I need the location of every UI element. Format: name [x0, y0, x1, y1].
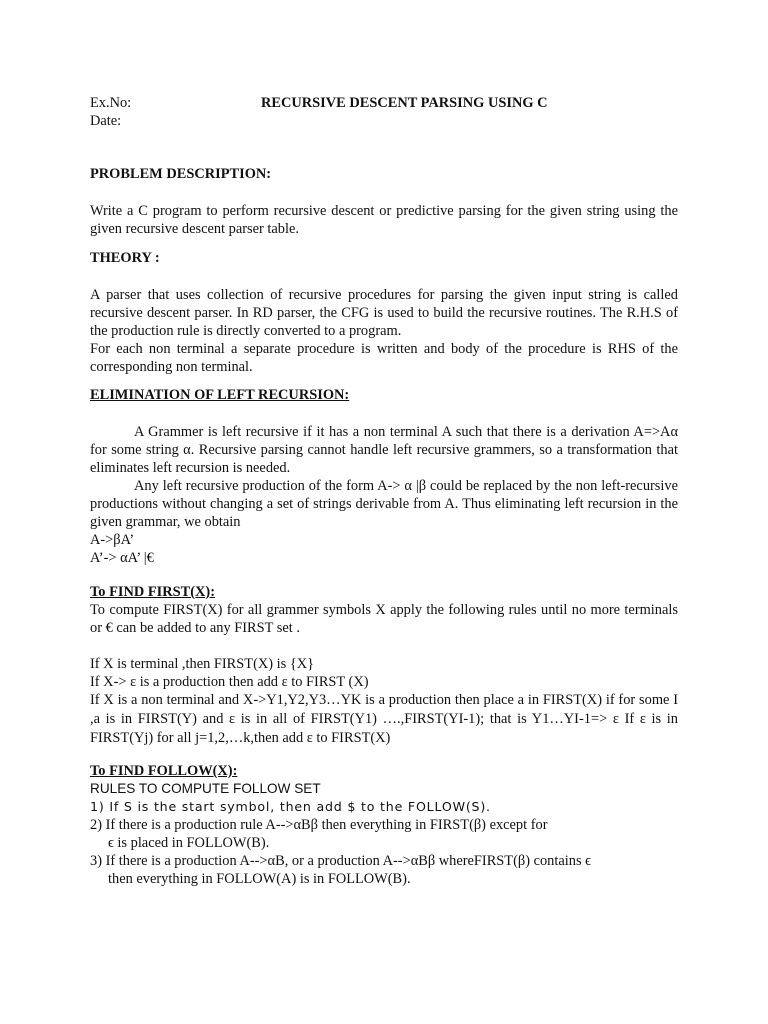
elimination-rule-2: A’-> αA’ |€	[90, 550, 154, 566]
problem-text: Write a C program to perform recursive descent or predictive parsing for the given string using the given recursive descent parser table.	[90, 203, 678, 237]
theory-paragraph-2: For each non terminal a separate procedure is written and body of the procedure is RHS of the corresponding non terminal.	[90, 341, 678, 375]
follow-heading: To FIND FOLLOW(X):	[90, 763, 238, 779]
document-title: RECURSIVE DESCENT PARSING USING C	[261, 95, 548, 111]
first-rule-1: If X is terminal ,then FIRST(X) is {X}	[90, 656, 315, 672]
problem-heading: PROBLEM DESCRIPTION:	[90, 166, 272, 182]
document-page	[90, 94, 678, 888]
elimination-rule-1: A->βA’	[90, 532, 135, 548]
theory-paragraph-1: A parser that uses collection of recursive procedures for parsing the given input string is called recursive descent parser. In RD parser, the CFG is used to build the recursive routines. The R.H.S of the production rule is directly converted to a program.	[90, 287, 678, 339]
follow-rule-2b: ϵ is placed in FOLLOW(B).	[108, 835, 270, 851]
elimination-heading: ELIMINATION OF LEFT RECURSION:	[90, 387, 350, 403]
first-heading: To FIND FIRST(X):	[90, 584, 215, 600]
elimination-paragraph-2: Any left recursive production of the form A-> α |β could be replaced by the non left-recursive productions without changing a set of strings derivable from A. Thus eliminating left recursion in the given grammar, we obtain	[90, 478, 678, 530]
header-line	[90, 94, 678, 112]
follow-rule-2a: 2) If there is a production rule A-->αBβ then everything in FIRST(β) except for	[90, 817, 548, 833]
date-label: Date:	[90, 113, 122, 129]
first-rule-2: If X-> ε is a production then add ε to FIRST (X)	[90, 674, 369, 690]
follow-rule-3a: 3) If there is a production A-->αB, or a production A-->αBβ whereFIRST(β) contains ϵ	[90, 853, 591, 869]
theory-heading: THEORY :	[90, 250, 160, 266]
exno-label: Ex.No:	[90, 95, 132, 111]
first-rule-3: If X is a non terminal and X->Y1,Y2,Y3…YK is a production then place a in FIRST(X) if for some I ,a is in FIRST(Y) and ε is in all of FIRST(Y1) ….,FIRST(YI-1); that is Y1…YI-1=> ε If ε is in FIRST(Yj) for all j=1,2,…k,then add ε to FIRST(X)	[90, 692, 678, 746]
follow-rule-3b: then everything in FOLLOW(A) is in FOLLOW(B).	[108, 871, 411, 887]
follow-subheading: RULES TO COMPUTE FOLLOW SET	[90, 781, 321, 796]
elimination-paragraph-1: A Grammer is left recursive if it has a non terminal A such that there is a derivation A=>Aα for some string α. Recursive parsing cannot handle left recursive grammers, so a transformation that eliminates left recursion is needed.	[90, 424, 678, 476]
first-intro: To compute FIRST(X) for all grammer symbols X apply the following rules until no more terminals or € can be added to any FIRST set .	[90, 602, 678, 636]
follow-rule-1: 1) If S is the start symbol, then add $ to the FOLLOW(S).	[90, 799, 491, 814]
